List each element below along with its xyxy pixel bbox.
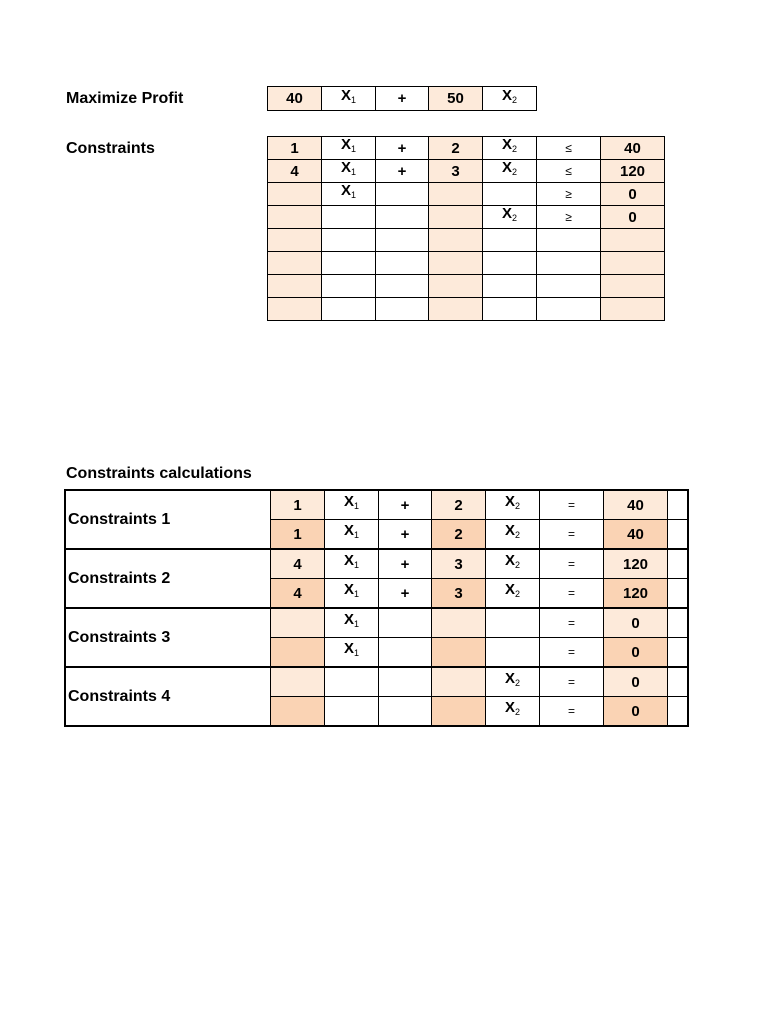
constraint-rhs[interactable]: 0 — [601, 183, 665, 206]
calc-coef2[interactable] — [432, 638, 486, 668]
constraint-var1[interactable]: $X_1$ — [322, 137, 376, 160]
constraint-sign[interactable] — [537, 229, 601, 252]
constraint-rhs[interactable] — [601, 275, 665, 298]
constraint-rhs[interactable]: 120 — [601, 160, 665, 183]
calc-var1[interactable]: $X_1$ — [325, 608, 379, 638]
calc-var2[interactable]: $X_2$ — [486, 549, 540, 579]
calc-blank[interactable] — [668, 638, 689, 668]
calc-var2[interactable] — [486, 608, 540, 638]
constraint-plus[interactable]: + — [376, 137, 429, 160]
calc-var2[interactable]: $X_2$ — [486, 667, 540, 697]
constraint-sign[interactable] — [537, 298, 601, 321]
calc-coef2[interactable]: 3 — [432, 549, 486, 579]
objective-label: Maximize Profit — [66, 90, 184, 107]
calc-var1[interactable]: $X_1$ — [325, 490, 379, 520]
constraint-rhs[interactable] — [601, 252, 665, 275]
constraint-coef2[interactable] — [429, 252, 483, 275]
calc-equals[interactable]: = — [540, 608, 604, 638]
objective-coef1[interactable]: 40 — [268, 87, 322, 111]
calc-var2[interactable]: $X_2$ — [486, 697, 540, 727]
calculations-label: Constraints calculations — [66, 465, 252, 482]
constraint-coef2[interactable] — [429, 275, 483, 298]
constraint-var2[interactable] — [483, 183, 537, 206]
calc-var2[interactable]: $X_2$ — [486, 579, 540, 609]
calc-blank[interactable] — [668, 667, 689, 697]
constraint-var1[interactable] — [322, 229, 376, 252]
constraint-plus[interactable] — [376, 298, 429, 321]
constraint-rhs[interactable]: 40 — [601, 137, 665, 160]
calc-group-name: Constraints 2 — [65, 549, 271, 608]
constraint-var1[interactable] — [322, 298, 376, 321]
constraint-coef1[interactable] — [268, 298, 322, 321]
calc-rhs[interactable]: 0 — [604, 638, 668, 668]
calc-equals[interactable]: = — [540, 697, 604, 727]
calc-coef2[interactable] — [432, 667, 486, 697]
calc-var2[interactable]: $X_2$ — [486, 520, 540, 550]
calc-rhs[interactable]: 40 — [604, 520, 668, 550]
constraint-row — [268, 229, 665, 252]
constraint-plus[interactable] — [376, 183, 429, 206]
calc-blank[interactable] — [668, 549, 689, 579]
calculations-table — [64, 489, 689, 727]
constraint-coef2[interactable] — [429, 229, 483, 252]
calc-plus[interactable] — [379, 608, 432, 638]
constraint-row — [268, 252, 665, 275]
calc-rhs[interactable]: 0 — [604, 667, 668, 697]
objective-var2[interactable]: $X_2$ — [483, 87, 537, 111]
calc-blank[interactable] — [668, 579, 689, 609]
constraint-var1[interactable] — [322, 275, 376, 298]
calc-group-name: Constraints 3 — [65, 608, 271, 667]
calc-coef1[interactable]: 4 — [271, 549, 325, 579]
constraint-coef1[interactable]: 4 — [268, 160, 322, 183]
constraint-coef1[interactable] — [268, 206, 322, 229]
calc-coef1[interactable] — [271, 667, 325, 697]
calc-coef1[interactable]: 1 — [271, 520, 325, 550]
calc-equals[interactable]: = — [540, 490, 604, 520]
calc-coef2[interactable] — [432, 697, 486, 727]
calc-plus[interactable]: + — [379, 490, 432, 520]
constraint-coef1[interactable] — [268, 275, 322, 298]
constraint-rhs[interactable]: 0 — [601, 206, 665, 229]
constraint-row — [268, 206, 665, 229]
constraint-var1[interactable]: $X_1$ — [322, 183, 376, 206]
calc-var1[interactable]: $X_1$ — [325, 520, 379, 550]
calc-rhs[interactable]: 120 — [604, 579, 668, 609]
constraints-table — [267, 136, 665, 321]
calc-equals[interactable]: = — [540, 667, 604, 697]
calc-coef1[interactable] — [271, 608, 325, 638]
calc-plus[interactable]: + — [379, 549, 432, 579]
calc-var1[interactable] — [325, 697, 379, 727]
objective-var1[interactable]: $X_1$ — [322, 87, 376, 111]
calc-plus[interactable] — [379, 697, 432, 727]
calc-var1[interactable]: $X_1$ — [325, 638, 379, 668]
constraint-coef2[interactable] — [429, 298, 483, 321]
constraint-var2[interactable] — [483, 275, 537, 298]
calc-rhs[interactable]: 40 — [604, 490, 668, 520]
constraint-sign[interactable]: ≥ — [537, 183, 601, 206]
constraint-rhs[interactable] — [601, 298, 665, 321]
calc-coef1[interactable] — [271, 697, 325, 727]
constraint-plus[interactable] — [376, 275, 429, 298]
constraint-coef1[interactable]: 1 — [268, 137, 322, 160]
constraint-var2[interactable]: $X_2$ — [483, 137, 537, 160]
constraint-rhs[interactable] — [601, 229, 665, 252]
constraint-coef2[interactable] — [429, 183, 483, 206]
calc-coef1[interactable]: 4 — [271, 579, 325, 609]
constraint-sign[interactable] — [537, 275, 601, 298]
calc-coef2[interactable]: 2 — [432, 490, 486, 520]
calc-plus[interactable]: + — [379, 520, 432, 550]
calc-blank[interactable] — [668, 520, 689, 550]
calc-row — [65, 667, 688, 697]
constraint-sign[interactable] — [537, 252, 601, 275]
calc-group-name: Constraints 1 — [65, 490, 271, 549]
constraint-sign[interactable]: ≤ — [537, 137, 601, 160]
constraint-var2[interactable] — [483, 229, 537, 252]
calc-var2[interactable]: $X_2$ — [486, 490, 540, 520]
objective-table — [267, 86, 537, 111]
constraints-label: Constraints — [66, 140, 155, 157]
objective-plus[interactable]: + — [376, 87, 429, 111]
constraint-plus[interactable] — [376, 229, 429, 252]
constraint-coef1[interactable] — [268, 183, 322, 206]
calc-var1[interactable] — [325, 667, 379, 697]
constraint-row — [268, 298, 665, 321]
calc-coef2[interactable]: 3 — [432, 579, 486, 609]
calc-row — [65, 490, 688, 520]
constraint-coef2[interactable] — [429, 206, 483, 229]
constraint-plus[interactable] — [376, 252, 429, 275]
constraint-row — [268, 137, 665, 160]
calc-rhs[interactable]: 0 — [604, 697, 668, 727]
constraint-coef1[interactable] — [268, 252, 322, 275]
calc-rhs[interactable]: 120 — [604, 549, 668, 579]
constraint-coef1[interactable] — [268, 229, 322, 252]
calc-equals[interactable]: = — [540, 520, 604, 550]
calc-row — [65, 549, 688, 579]
calc-group-name: Constraints 4 — [65, 667, 271, 726]
calc-equals[interactable]: = — [540, 549, 604, 579]
constraint-row — [268, 183, 665, 206]
constraint-sign[interactable]: ≤ — [537, 160, 601, 183]
calc-coef1[interactable]: 1 — [271, 490, 325, 520]
constraint-var1[interactable] — [322, 252, 376, 275]
constraint-sign[interactable]: ≥ — [537, 206, 601, 229]
constraint-var1[interactable] — [322, 206, 376, 229]
calc-var1[interactable]: $X_1$ — [325, 579, 379, 609]
calc-equals[interactable]: = — [540, 579, 604, 609]
constraint-var2[interactable] — [483, 252, 537, 275]
calc-coef2[interactable]: 2 — [432, 520, 486, 550]
calc-plus[interactable] — [379, 667, 432, 697]
constraint-var1[interactable]: $X_1$ — [322, 160, 376, 183]
calc-coef1[interactable] — [271, 638, 325, 668]
calc-var2[interactable] — [486, 638, 540, 668]
calc-blank[interactable] — [668, 608, 689, 638]
calc-coef2[interactable] — [432, 608, 486, 638]
constraint-var2[interactable]: $X_2$ — [483, 160, 537, 183]
objective-coef2[interactable]: 50 — [429, 87, 483, 111]
constraint-var2[interactable] — [483, 298, 537, 321]
constraint-row — [268, 275, 665, 298]
calc-plus[interactable] — [379, 638, 432, 668]
calc-blank[interactable] — [668, 697, 689, 727]
constraint-plus[interactable] — [376, 206, 429, 229]
calc-var1[interactable]: $X_1$ — [325, 549, 379, 579]
calc-rhs[interactable]: 0 — [604, 608, 668, 638]
constraint-var2[interactable]: $X_2$ — [483, 206, 537, 229]
calc-blank[interactable] — [668, 490, 689, 520]
constraint-coef2[interactable]: 3 — [429, 160, 483, 183]
calc-row — [65, 608, 688, 638]
constraint-coef2[interactable]: 2 — [429, 137, 483, 160]
calc-plus[interactable]: + — [379, 579, 432, 609]
constraint-row — [268, 160, 665, 183]
calc-equals[interactable]: = — [540, 638, 604, 668]
constraint-plus[interactable]: + — [376, 160, 429, 183]
